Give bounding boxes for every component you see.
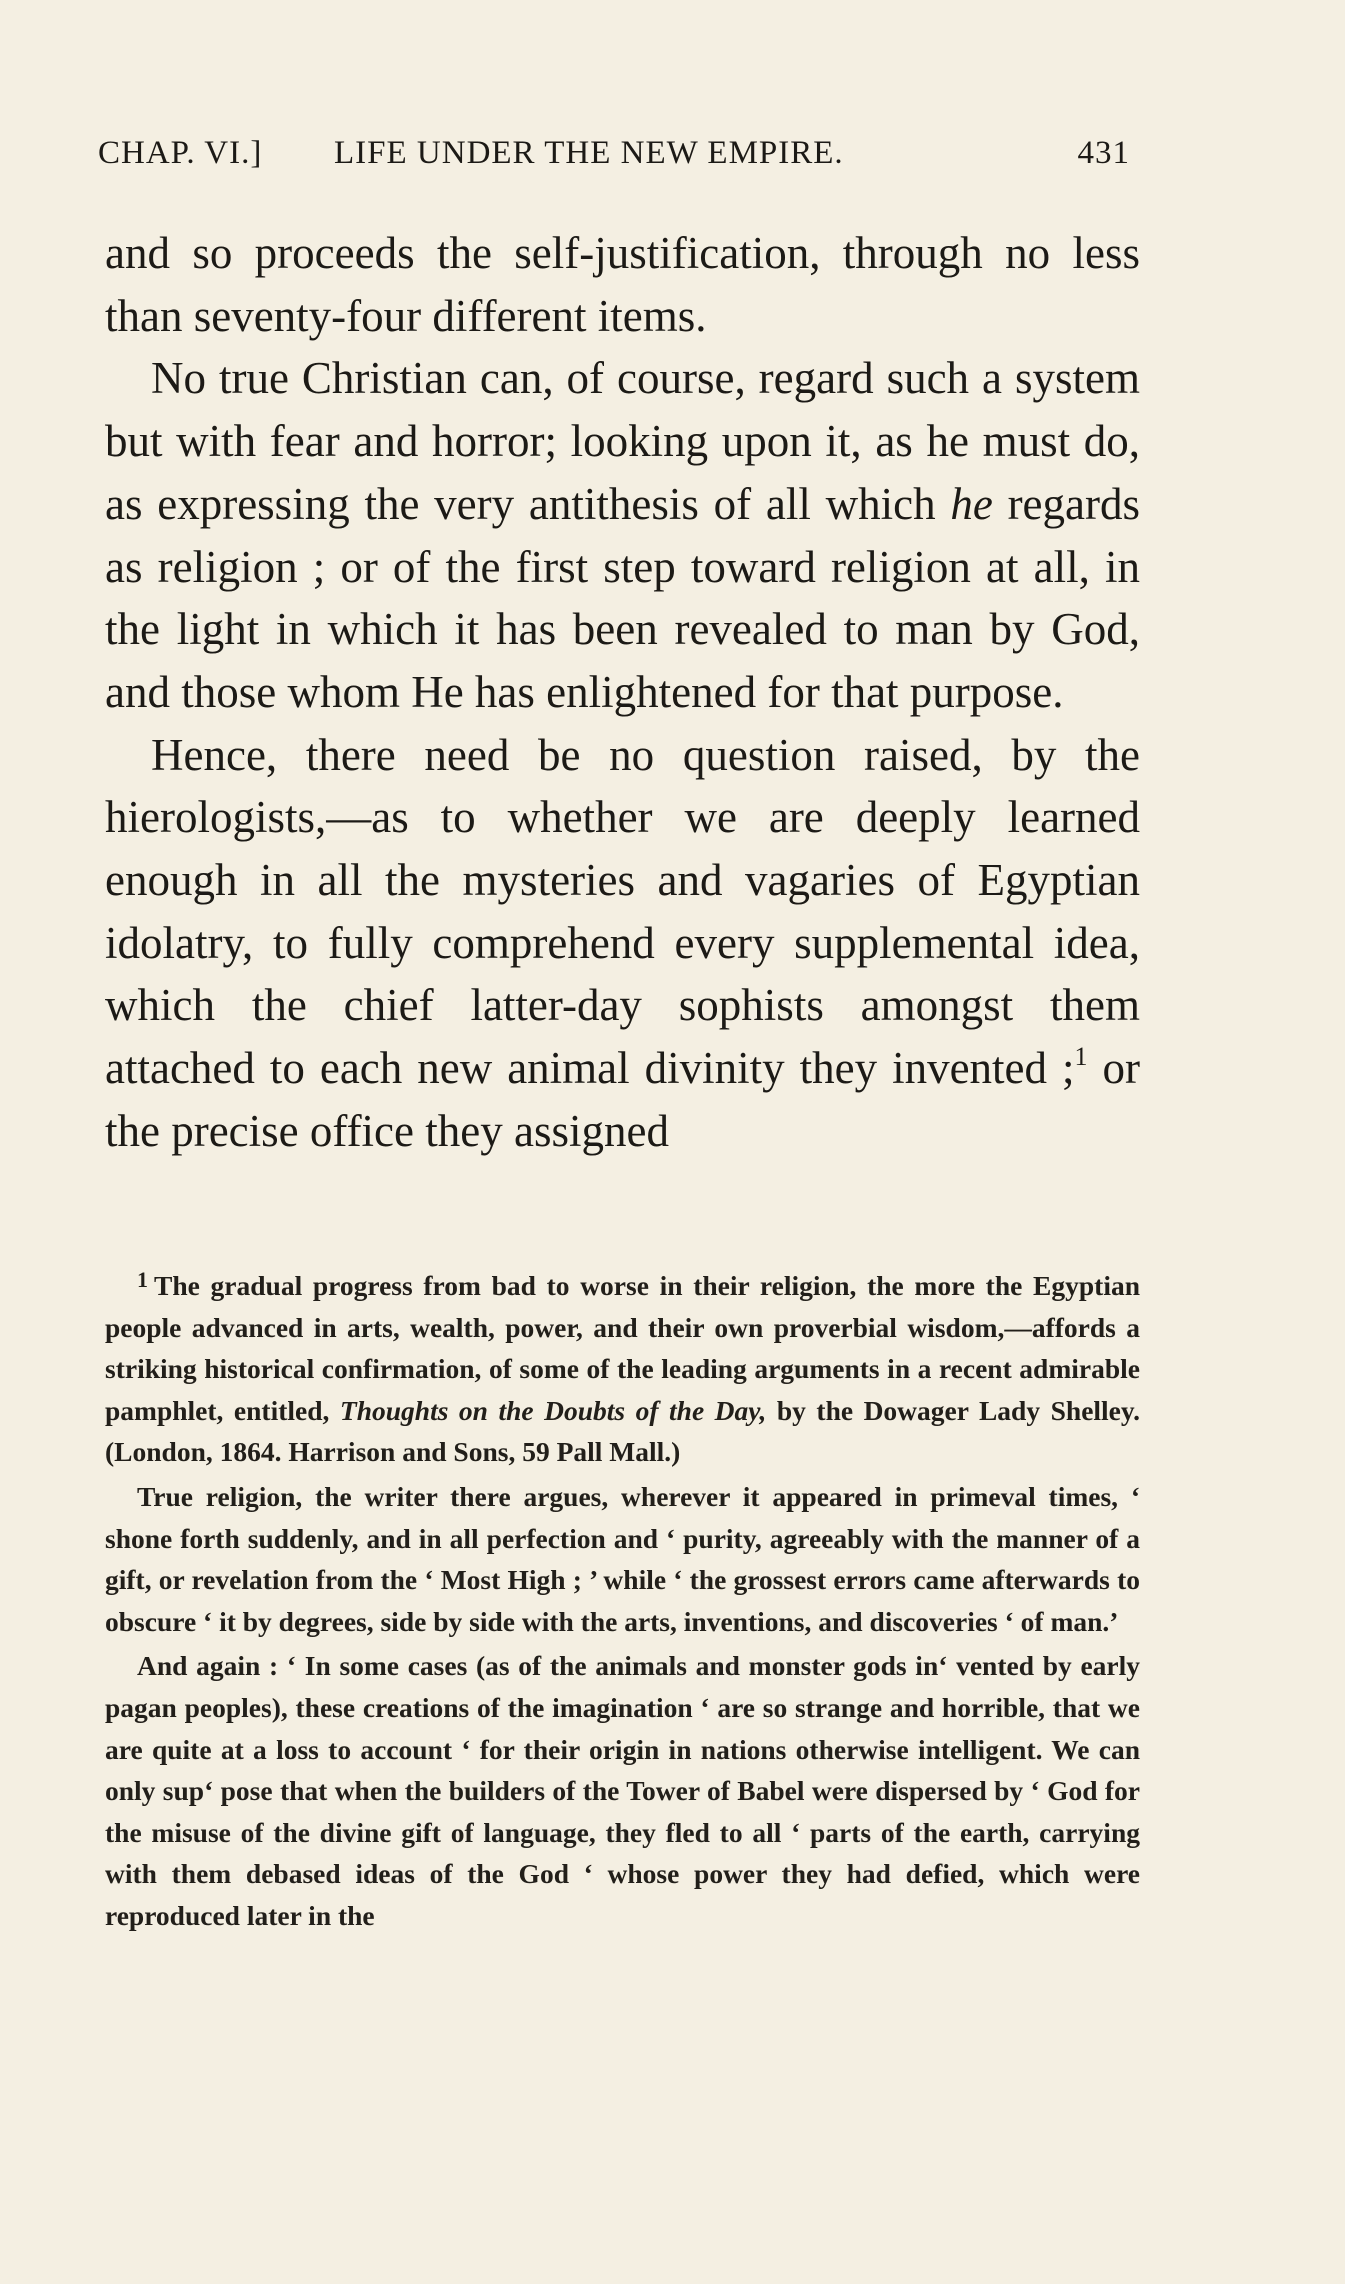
main-text xyxy=(105,222,1140,1163)
footnote-1-text-a: The gradual progress from bad to worse in their religion, the more the Egyptian people advanced in arts, wealth, power, and their own proverbial wisdom,—affords a striking historical confirmation, of some of the leading arguments in a recent admirable pamphlet, entitled, xyxy=(105,1270,1140,1426)
chapter-label: CHAP. VI.] xyxy=(98,135,263,171)
paragraph-3 xyxy=(105,724,1140,1163)
footnote-1-text-b: by the Dowager Lady Shelley. (London, 1864. Harrison and Sons, 59 Pall Mall.) xyxy=(105,1394,1140,1468)
footnote-paragraph-2: True religion, the writer there argues, wherever it appeared in primeval times, ‘ shone forth suddenly, and in all perfection and ‘ purity, agreeably with the manner of a gift, or revelation from the ‘ Most High ; ’ while ‘ the grossest errors came afterwards to obscure ‘ it by degrees, side by side with the arts, inventions, and discoveries ‘ of man.’ xyxy=(105,1480,1140,1637)
paragraph-2-text-b: regards as religion ; or of the first step toward religion at all, in the light in which it has been revealed to man by God, and those whom He has enlightened for that purpose. xyxy=(105,478,1140,717)
footnote-reference: 1 xyxy=(1074,1042,1088,1072)
running-head xyxy=(98,128,1130,178)
paragraph-2 xyxy=(105,347,1140,723)
footnote-paragraph-3: And again : ‘ In some cases (as of the animals and monster gods in‘ vented by early pagan peoples), these creations of the imagination ‘ are so strange and horrible, that we are quite at a loss to account ‘ for their origin in nations otherwise intelligent. We can only sup‘ pose that when the builders of the Tower of Babel were dispersed by ‘ God for the misuse of the divine gift of language, they fled to all ‘ parts of the earth, carrying with them debased ideas of the God ‘ whose power they had defied, which were reproduced later in the xyxy=(105,1650,1140,1931)
paragraph-1: and so proceeds the self-justification, through no less than seventy-four different items. xyxy=(105,228,1140,341)
pamphlet-title: Thoughts on the Doubts of the Day, xyxy=(339,1394,767,1426)
paragraph-3-text-b: or the precise office they assigned xyxy=(105,1043,1140,1156)
running-title: LIFE UNDER THE NEW EMPIRE. xyxy=(334,135,844,171)
paragraph-3-text-a: Hence, there need be no question raised, by the hierologists,—as to whether we are deeply learned enough in all the mysteries and vagaries of Egyptian idolatry, to fully comprehend every supplemental idea, which the chief latter-day sophists amongst them attached to each new animal divinity they invented ; xyxy=(105,729,1140,1094)
paragraph-2-text-a: No true Christian can, of course, regard such a system but with fear and horror; looking upon it, as he must do, as expressing the very antithesis of all which xyxy=(105,353,1140,529)
footnotes xyxy=(105,1265,1140,1940)
page-number: 431 xyxy=(1077,135,1130,171)
emphasis-he: he xyxy=(950,478,993,529)
footnote-1 xyxy=(105,1265,1140,1473)
footnote-mark: 1 xyxy=(137,1267,148,1292)
